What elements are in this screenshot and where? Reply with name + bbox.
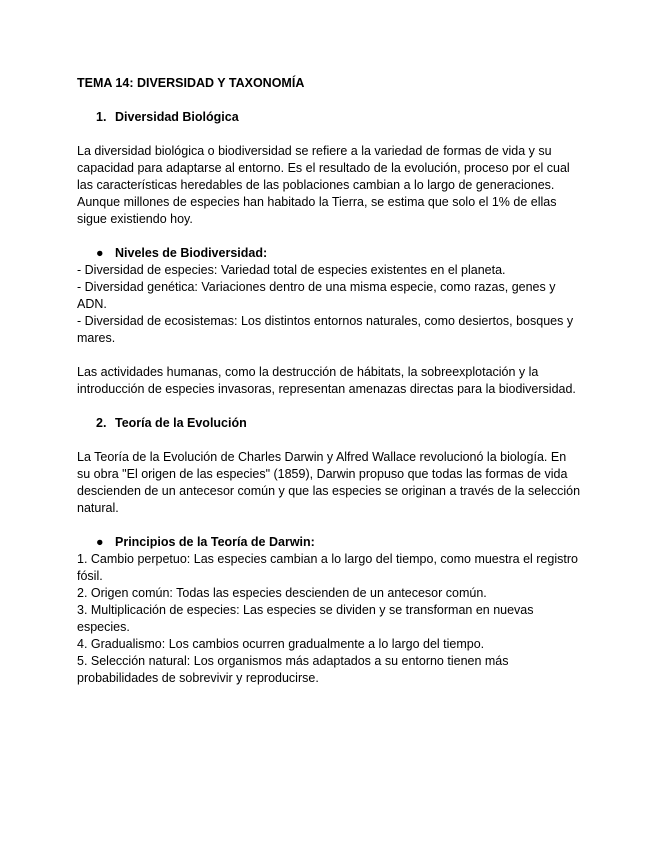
list-item: - Diversidad genética: Variaciones dentro de una misma especie, como razas, genes y ADN.: [77, 280, 556, 311]
section-1-title: Diversidad Biológica: [115, 110, 239, 124]
document-page: [77, 75, 582, 687]
biodiversity-levels-heading: [77, 245, 582, 262]
list-item: 2. Origen común: Todas las especies descienden de un antecesor común.: [77, 586, 487, 600]
darwin-principles-title: Principios de la Teoría de Darwin:: [115, 535, 315, 549]
biodiversity-levels-list: [77, 262, 582, 347]
biodiversity-levels-title: Niveles de Biodiversidad:: [115, 246, 268, 260]
section-2-title: Teoría de la Evolución: [115, 416, 247, 430]
darwin-principles-list: [77, 551, 582, 687]
list-item: 1. Cambio perpetuo: Las especies cambian a lo largo del tiempo, como muestra el registro fósil.: [77, 552, 578, 583]
section-1-number: 1.: [96, 110, 107, 124]
section-1-heading: [96, 109, 582, 126]
darwin-principles-heading: [77, 534, 582, 551]
section-2-number: 2.: [96, 416, 107, 430]
list-item: 5. Selección natural: Los organismos más adaptados a su entorno tienen más probabilidades de sobrevivir y reproducirse.: [77, 654, 509, 685]
document-title: TEMA 14: DIVERSIDAD Y TAXONOMÍA: [77, 76, 305, 90]
list-item: - Diversidad de especies: Variedad total de especies existentes en el planeta.: [77, 263, 506, 277]
section-2-heading: [96, 415, 582, 432]
section-2-intro: La Teoría de la Evolución de Charles Darwin y Alfred Wallace revolucionó la biología. En su obra "El origen de las especies" (1859), Darwin propuso que todas las formas de vida descienden de un antecesor común y que las especies se originan a través de la selección natural.: [77, 450, 581, 515]
section-1-intro: La diversidad biológica o biodiversidad se refiere a la variedad de formas de vida y su capacidad para adaptarse al entorno. Es el resultado de la evolución, proceso por el cual las características heredables de las poblaciones cambian a lo largo de generaciones. Aunque millones de especies han habitado la Tierra, se estima que solo el 1% de ellas sigue existiendo hoy.: [77, 144, 570, 226]
bullet-icon: ●: [96, 246, 104, 260]
list-item: 3. Multiplicación de especies: Las especies se dividen y se transforman en nuevas especies.: [77, 603, 534, 634]
list-item: 4. Gradualismo: Los cambios ocurren gradualmente a lo largo del tiempo.: [77, 637, 485, 651]
section-1-threats: Las actividades humanas, como la destrucción de hábitats, la sobreexplotación y la introducción de especies invasoras, representan amenazas directas para la biodiversidad.: [77, 365, 576, 396]
list-item: - Diversidad de ecosistemas: Los distintos entornos naturales, como desiertos, bosques y mares.: [77, 314, 574, 345]
bullet-icon: ●: [96, 535, 104, 549]
